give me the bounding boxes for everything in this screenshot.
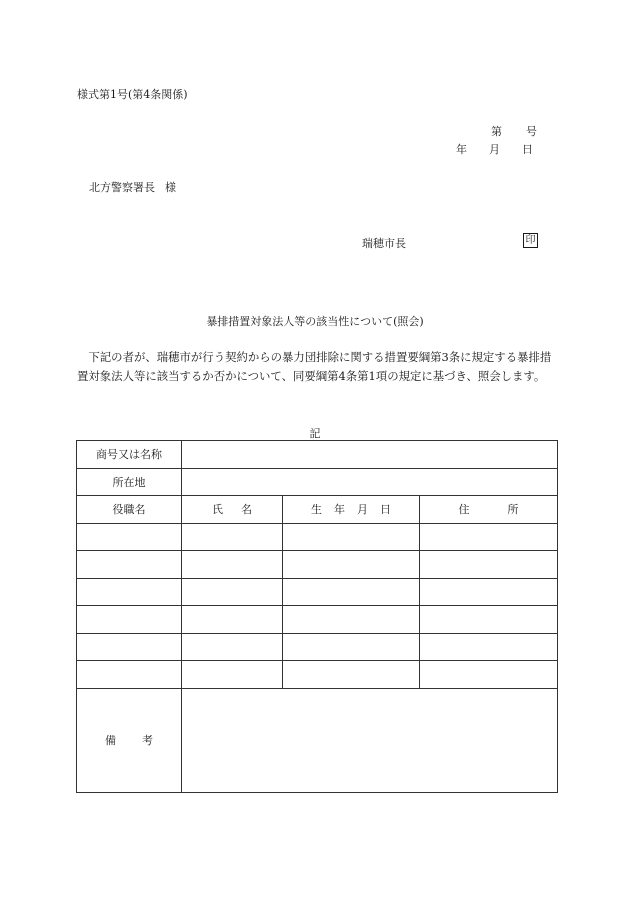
residence-cell[interactable]	[420, 606, 558, 634]
remarks-field[interactable]	[182, 688, 558, 792]
name-cell[interactable]	[182, 578, 283, 606]
residence-cell[interactable]	[420, 551, 558, 579]
name-cell[interactable]	[182, 661, 283, 689]
document-number	[491, 123, 537, 139]
remarks-row	[77, 688, 558, 792]
residence-header-1: 住	[458, 503, 470, 517]
sender-name: 瑞穂市長	[362, 237, 406, 250]
document-date	[456, 141, 533, 157]
name-header-1: 氏	[212, 503, 223, 517]
position-cell[interactable]	[77, 606, 182, 634]
birthdate-header	[283, 496, 420, 524]
position-header: 役職名	[77, 496, 182, 524]
birthdate-cell[interactable]	[283, 523, 420, 551]
residence-cell[interactable]	[420, 578, 558, 606]
company-name-row	[77, 441, 558, 469]
position-cell[interactable]	[77, 661, 182, 689]
name-cell[interactable]	[182, 523, 283, 551]
date-month: 月	[489, 143, 500, 156]
document-number-prefix: 第	[491, 125, 502, 138]
birthdate-cell[interactable]	[283, 633, 420, 661]
birthdate-cell[interactable]	[283, 551, 420, 579]
addressee-honorific: 様	[165, 181, 176, 194]
birthdate-cell[interactable]	[283, 606, 420, 634]
remarks-label	[77, 688, 182, 792]
table-row	[77, 606, 558, 634]
address-field[interactable]	[182, 468, 558, 496]
residence-cell[interactable]	[420, 661, 558, 689]
birth-header-2: 年	[334, 503, 345, 517]
table-row	[77, 633, 558, 661]
name-cell[interactable]	[182, 606, 283, 634]
birthdate-cell[interactable]	[283, 661, 420, 689]
inquiry-table	[76, 440, 558, 793]
subject-title: 暴排措置対象法人等の該当性について(照会)	[206, 315, 424, 328]
table-row	[77, 523, 558, 551]
date-day: 日	[522, 143, 533, 156]
document-number-suffix: 号	[526, 125, 537, 138]
name-cell[interactable]	[182, 551, 283, 579]
table-row	[77, 661, 558, 689]
addressee	[89, 179, 176, 195]
seal-mark: 印	[523, 233, 538, 248]
name-cell[interactable]	[182, 633, 283, 661]
residence-cell[interactable]	[420, 633, 558, 661]
column-header-row	[77, 496, 558, 524]
position-cell[interactable]	[77, 551, 182, 579]
birth-header-3: 月	[357, 503, 368, 517]
birth-header-1: 生	[311, 503, 322, 517]
birthdate-cell[interactable]	[283, 578, 420, 606]
name-header-2: 名	[241, 503, 252, 517]
address-label: 所在地	[77, 468, 182, 496]
residence-header	[420, 496, 558, 524]
addressee-name: 北方警察署長	[89, 181, 155, 194]
position-cell[interactable]	[77, 578, 182, 606]
table-row	[77, 551, 558, 579]
name-header	[182, 496, 283, 524]
table-row	[77, 578, 558, 606]
company-name-label: 商号又は名称	[77, 441, 182, 469]
residence-header-2: 所	[507, 503, 519, 517]
position-cell[interactable]	[77, 523, 182, 551]
company-name-field[interactable]	[182, 441, 558, 469]
birth-header-4: 日	[380, 503, 391, 517]
date-year: 年	[456, 143, 467, 156]
body-text: 下記の者が、瑞穂市が行う契約からの暴力団排除に関する措置要綱第3条に規定する暴排措置対象法人等に該当するか否かについて、同要綱第4条第1項の規定に基づき、照会します。	[77, 350, 552, 383]
ki-heading: 記	[309, 427, 321, 440]
address-row	[77, 468, 558, 496]
position-cell[interactable]	[77, 633, 182, 661]
form-number: 様式第1号(第4条関係)	[77, 88, 188, 101]
remarks-label-1: 備	[105, 734, 116, 747]
residence-cell[interactable]	[420, 523, 558, 551]
remarks-label-2: 考	[142, 734, 153, 747]
